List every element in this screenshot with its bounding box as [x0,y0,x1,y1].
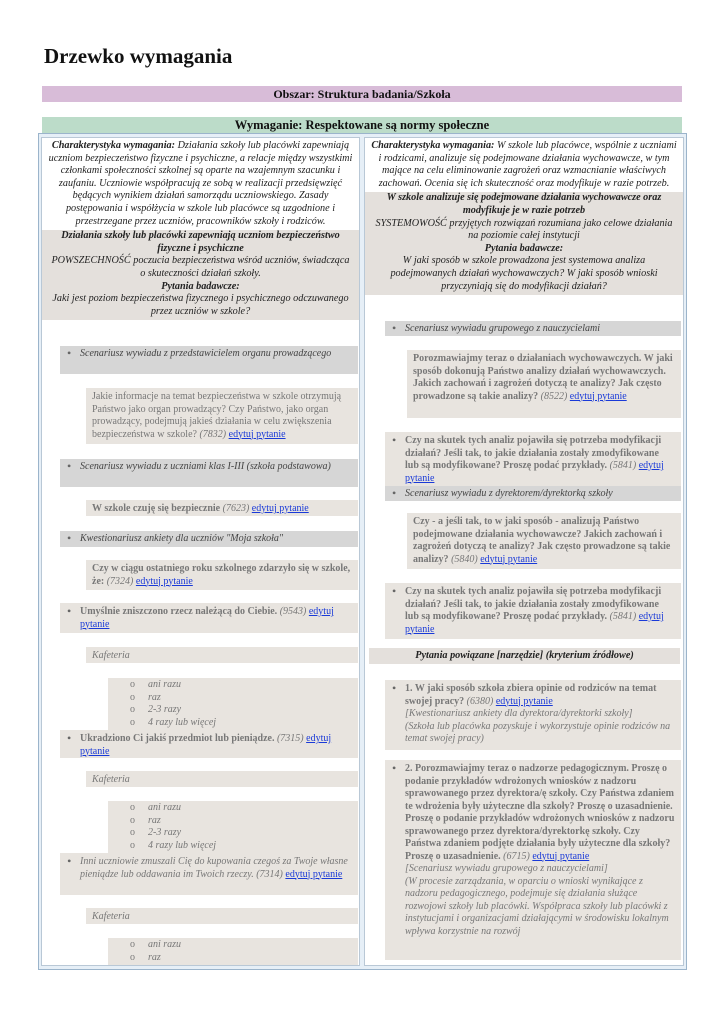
question-id: (7324) [106,575,134,587]
question-id: (6715) [503,850,530,862]
tool-item [60,531,358,547]
characteristic-label: Charakterystyka wymagania: [371,140,495,151]
question-text: Porozmawiajmy teraz o działaniach wychowawczych. W jaki sposób dokonują Państwo analizy działań wychowawczych. Jakich zachowań i zagrożeń dotyczą te analizy? Jak często prowadzone są takie analizy? [413,353,673,402]
research-label: Pytania badawcze: [484,242,564,254]
tool-item [60,346,358,374]
question-item [407,513,681,569]
question-item [385,432,681,488]
left-criterion-box [42,230,359,320]
area-header: Obszar: Struktura badania/Szkoła [42,86,682,102]
answer-option: o 2-3 razy [148,704,358,717]
question-id: (7315) [276,733,304,744]
edit-question-link[interactable]: edytuj pytanie [495,695,553,707]
tool-item [385,321,681,336]
related-criterion: (Szkoła lub placówka pozyskuje i wykorzystuje opinie rodziców na temat swojej pracy) [405,720,671,744]
page-title: Drzewko wymagania [44,44,233,68]
edit-question-link[interactable]: edytuj pytanie [228,428,286,440]
research-label: Pytania badawcze: [161,280,240,292]
criterion-title: Działania szkoły lub placówki zapewniają uczniom bezpieczeństwo fizyczne i psychiczne [61,230,340,254]
edit-question-link[interactable]: edytuj pytanie [569,390,627,402]
question-text: W szkole czuję się bezpiecznie [92,503,221,514]
answer-option: o raz [148,815,358,828]
related-questions-header: Pytania powiązane [narzędzie] (kryterium źródłowe) [369,648,680,664]
criterion-text: POWSZECHNOŚĆ poczucia bezpieczeństwa wśród uczniów, świadcząca o skuteczności działań szkoły. [51,255,350,279]
question-item [385,583,681,639]
question-item [86,500,358,516]
edit-question-link[interactable]: edytuj pytanie [135,575,193,587]
question-id: (9543) [279,606,307,617]
tool-item [60,459,358,487]
answer-option: o raz [148,952,358,965]
tool-label: Scenariusz wywiadu z przedstawicielem organu prowadzącego [80,348,332,359]
edit-question-link[interactable]: edytuj pytanie [80,606,334,630]
question-id: (7832) [199,428,227,440]
question-text: 1. W jaki sposób szkoła zbiera opinie od rodziców na temat swojej pracy? [405,683,657,707]
tool-label: Scenariusz wywiadu grupowego z nauczycielami [405,323,600,334]
answer-options [108,938,358,965]
answer-option: o 2-3 razy [148,827,358,840]
question-text: Czy na skutek tych analiz pojawiła się potrzeba modyfikacji działań? Jeśli tak, to jakie działania zostały zmodyfikowane lub są modyfikowane? Proszę podać przykłady. [405,586,662,622]
requirement-header: Wymaganie: Respektowane są normy społeczne [42,117,682,133]
question-item [60,603,358,633]
answer-option: o raz [148,692,358,705]
question-item [86,560,358,590]
kafeteria-label: Kafeteria [86,647,358,663]
question-id: (7623) [222,503,250,514]
left-characteristic [42,138,359,230]
edit-question-link[interactable]: edytuj pytanie [405,611,664,635]
left-column [41,137,360,966]
edit-question-link[interactable]: edytuj pytanie [285,868,343,880]
question-text: Umyślnie zniszczono rzecz należącą do Ciebie. [80,606,278,617]
question-id: (5841) [609,460,637,471]
question-id: (5840) [451,553,478,565]
question-item [86,388,358,444]
edit-question-link[interactable]: edytuj pytanie [480,553,538,565]
kafeteria-label: Kafeteria [86,771,358,787]
tool-item [385,486,681,501]
criterion-text: SYSTEMOWOŚĆ przyjętych rozwiązań rozumiana jako celowe działania na poziomie całej instytucji [375,217,673,242]
characteristic-label: Charakterystyka wymagania: [51,140,176,151]
answer-option: o ani razu [148,679,358,692]
characteristic-text: Działania szkoły lub placówki zapewniają uczniom bezpieczeństwo fizyczne i psychiczne, a relacje między wszystkimi członkami społeczności szkolnej są oparte na wzajemnym szacunku i zaufaniu. Uczniowie współpracują ze sobą w realizacji przedsięwzięć będących wynikiem działań samorządu uczniowskiego. Zasady postępowania i współżycia w szkole lub placówce są uzgodnione i przestrzegane przez uczniów, pracowników szkoły i rodziców. [48,140,353,227]
question-text: Jakie informacje na temat bezpieczeństwa w szkole otrzymują Państwo jako organ prowadzący? Czy Państwo, jako organ prowadzący, podejmują jakieś działania w celu zwiększenia bezpieczeństwa w szkole? [92,391,342,440]
related-tool: [Scenariusz wywiadu grupowego z nauczycielami] [405,863,608,874]
answer-option: o 4 razy lub więcej [148,840,358,853]
question-text: Inni uczniowie zmuszali Cię do kupowania czegoś za Twoje własne pieniądze lub oddawania im Twoich rzeczy. [80,856,348,880]
research-question: Jaki jest poziom bezpieczeństwa fizycznego i psychicznego odczuwanego przez uczniów w szkole? [52,293,349,317]
question-text: Czy - a jeśli tak, to w jaki sposób - analizują Państwo podejmowane działania wychowawcze? Jakich zachowań i zagrożeń dotyczą te analizy? Jak często prowadzone są takie analizy? [413,516,671,565]
related-question-item [385,760,681,960]
question-item [407,350,681,418]
edit-question-link[interactable]: edytuj pytanie [405,460,664,484]
tool-label: Scenariusz wywiadu z uczniami klas I-III (szkoła podstawowa) [80,461,331,472]
edit-question-link[interactable]: edytuj pytanie [532,850,590,862]
edit-question-link[interactable]: edytuj pytanie [251,503,309,514]
question-text: Czy w ciągu ostatniego roku szkolnego zdarzyło się w szkole, że: [92,563,351,587]
criterion-title: W szkole analizuje się podejmowane działania wychowawcze oraz modyfikuje je w razie potrzeb [386,192,662,216]
tool-label: Kwestionariusz ankiety dla uczniów "Moja szkoła" [80,533,284,544]
related-question-item [385,680,681,750]
question-id: (5841) [609,611,637,622]
answer-options [108,801,358,853]
characteristic-text: W szkole lub placówce, wspólnie z uczniami i rodzicami, analizuje się podejmowane działania wychowawcze, w tym mające na celu eliminowanie zagrożeń oraz wzmacnianie właściwych zachowań. Ocenia się ich skuteczność oraz modyfikuje w razie potrzeb. [378,140,677,189]
answer-option: o ani razu [148,939,358,952]
question-text: Ukradziono Ci jakiś przedmiot lub pieniądze. [80,733,275,744]
answer-option: o 4 razy lub więcej [148,717,358,730]
edit-question-link[interactable]: edytuj pytanie [80,733,332,757]
tool-label: Scenariusz wywiadu z dyrektorem/dyrektorką szkoły [405,488,613,499]
question-item [60,853,358,895]
question-item [60,730,358,758]
right-column [364,137,684,966]
right-characteristic [365,138,683,192]
question-id: (6380) [466,695,494,707]
answer-options [108,678,358,730]
related-criterion: (W procesie zarządzania, w oparciu o wnioski wynikające z nadzoru pedagogicznego, podejmuje się działania służące rozwojowi szkoły lub placówki. Współpraca szkoły lub placówki z instytucjami i organizacjami działającymi w środowisku lokalnym wpływa korzystnie na rozwój [405,875,669,937]
research-question: W jaki sposób w szkole prowadzona jest systemowa analiza podejmowanych działań wychowawczych? W jaki sposób wnioski przyczyniają się do modyfikacji działań? [390,255,658,292]
question-id: (8522) [540,390,568,402]
related-tool: [Kwestionariusz ankiety dla dyrektora/dyrektorki szkoły] [405,708,633,719]
kafeteria-label: Kafeteria [86,908,358,924]
question-text: Czy na skutek tych analiz pojawiła się potrzeba modyfikacji działań? Jeśli tak, to jakie działania zostały zmodyfikowane lub są modyfikowane? Proszę podać przykłady. [405,435,662,471]
right-criterion-box [365,192,683,295]
answer-option: o ani razu [148,802,358,815]
question-text: 2. Porozmawiajmy teraz o nadzorze pedagogicznym. Proszę o podanie przykładów wdrożonych wniosków z nadzoru sprawowanego przez dyrektora/ę szkoły. Czy Państwa zdaniem te wdrożenia były użyteczne dla szkoły? Proszę o uzasadnienie. Proszę o podanie przykładów wdrożonych wniosków z nadzoru sprawowanego przez dyrektora/dyrektorkę szkoły. Czy Państwa zdaniem podjęte działania były użyteczne dla szkoły? Proszę o uzasadnienie. [405,763,675,862]
question-id: (7314) [256,868,283,880]
